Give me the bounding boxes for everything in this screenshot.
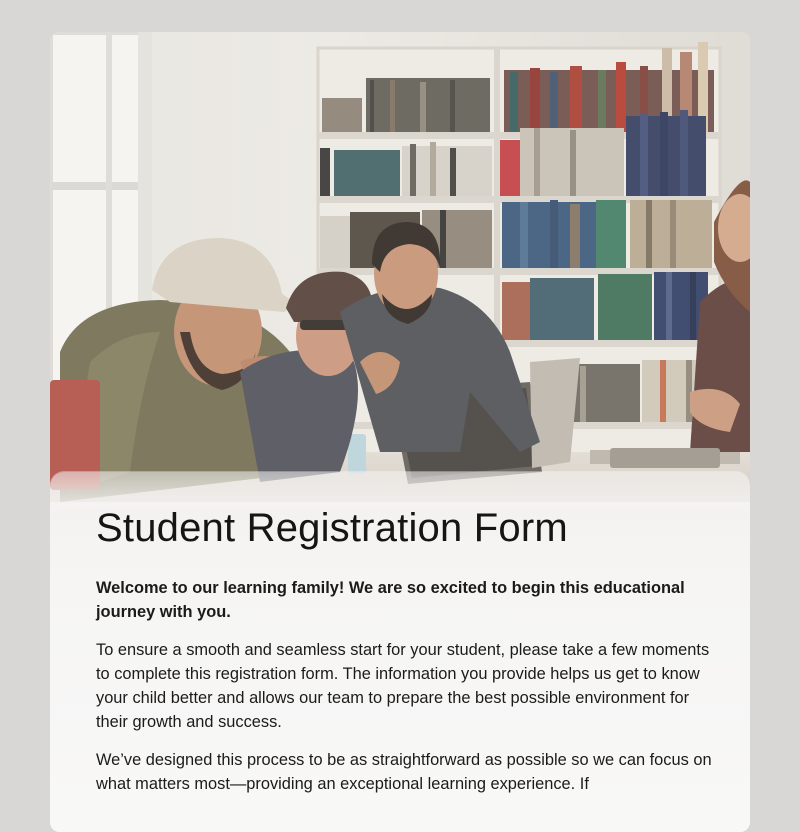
registration-card: [50, 32, 750, 832]
form-intro-panel: [50, 472, 750, 832]
welcome-text: Welcome to our learning family! We are so excited to begin this educational journey with you.: [96, 579, 685, 621]
intro-paragraph: To ensure a smooth and seamless start for your student, please take a few moments to complete this registration form. The information you provide helps us get to know your child better and allows our team to prepare the best possible environment for their growth and success.: [96, 641, 710, 731]
page-title: Student Registration Form: [96, 506, 568, 550]
students-laughing-library-photo: [50, 32, 750, 502]
process-paragraph: We’ve designed this process to be as straightforward as possible so we can focus on what matters most—providing an exceptional learning experience. If: [96, 751, 712, 793]
hero-image: [50, 32, 750, 502]
